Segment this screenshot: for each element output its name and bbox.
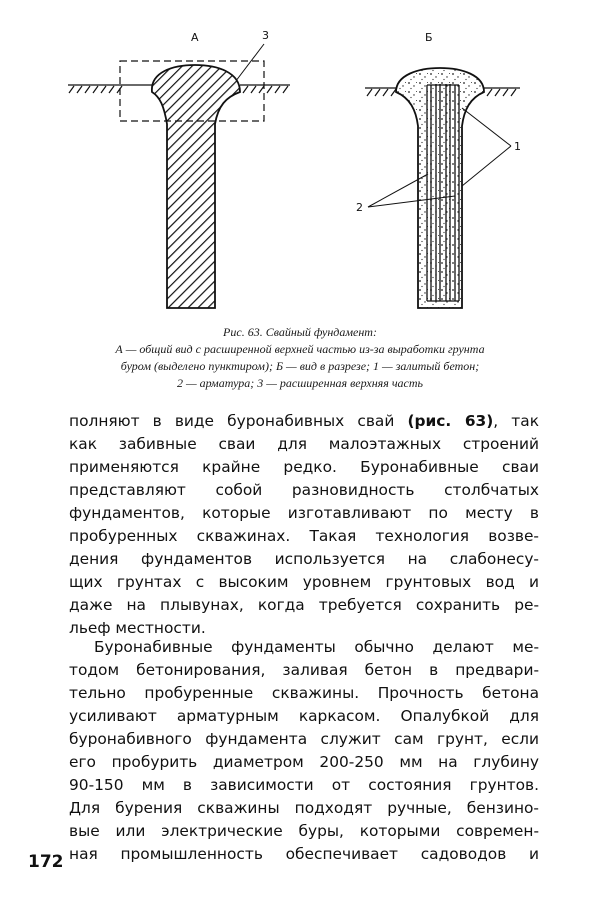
figure-reference: (рис. 63) — [407, 412, 494, 430]
text-line: льеф местности. — [69, 619, 206, 637]
drawing-a — [68, 29, 290, 308]
callout-3-label: 3 — [262, 29, 269, 42]
text-line: фундаментов, которые изготавливают по месту в — [69, 504, 539, 522]
callout-1-line-lower — [462, 146, 511, 186]
text-line: даже на плывунах, когда требуется сохранить ре- — [69, 596, 539, 614]
text-line: тельно пробуренные скважины. Прочность бетона — [69, 684, 539, 702]
label-a: А — [191, 31, 199, 44]
pile-body-a — [152, 65, 240, 308]
text-line: как забивные сваи для малоэтажных строений — [69, 435, 539, 453]
page-number: 172 — [28, 852, 64, 872]
text-line: тодом бетонирования, заливая бетон в предвари- — [69, 661, 539, 679]
text-line: применяются крайне редко. Буронабивные сваи — [69, 458, 539, 476]
pile-foundation-figure — [0, 0, 600, 320]
text-line: представляют собой разновидность столбчатых — [69, 481, 539, 499]
text-line: усиливают арматурным каркасом. Опалубкой для — [69, 707, 539, 725]
text-line: ная промышленность обеспечивает садоводов и — [69, 845, 539, 863]
callout-1-line-upper — [462, 108, 511, 146]
callout-1-label: 1 — [514, 140, 521, 153]
text-line: щих грунтах с высоким уровнем грунтовых вод и — [69, 573, 539, 591]
figure-caption-line-1: А — общий вид с расширенной верхней частью из-за выработки грунта — [115, 342, 485, 356]
text-line: 90-150 мм в зависимости от состояния грунтов. — [69, 776, 539, 794]
text-line: буронабивного фундамента служит сам грунт, если — [69, 730, 539, 748]
text-line: пробуренных скважинах. Такая технология возве- — [69, 527, 539, 545]
text-line: Для бурения скважины подходят ручные, бензино- — [69, 799, 539, 817]
drawing-b — [356, 31, 521, 308]
text-line: Буронабивные фундаменты обычно делают ме- — [94, 638, 539, 656]
text-line: полняют в виде буронабивных свай (рис. 63), так — [69, 412, 539, 430]
figure-caption-title: Рис. 63. Свайный фундамент: — [223, 325, 377, 339]
text-line: вые или электрические буры, которыми современ- — [69, 822, 539, 840]
figure-caption-line-3: 2 — арматура; 3 — расширенная верхняя часть — [176, 376, 424, 390]
callout-2-label: 2 — [356, 201, 363, 214]
text-line: его пробурить диаметром 200-250 мм на глубину — [69, 753, 539, 771]
figure-caption-line-2: буром (выделено пунктиром); Б — вид в разрезе; 1 — залитый бетон; — [120, 359, 480, 373]
label-b: Б — [425, 31, 433, 44]
text-line: дения фундаментов используется на слабонесу- — [69, 550, 539, 568]
